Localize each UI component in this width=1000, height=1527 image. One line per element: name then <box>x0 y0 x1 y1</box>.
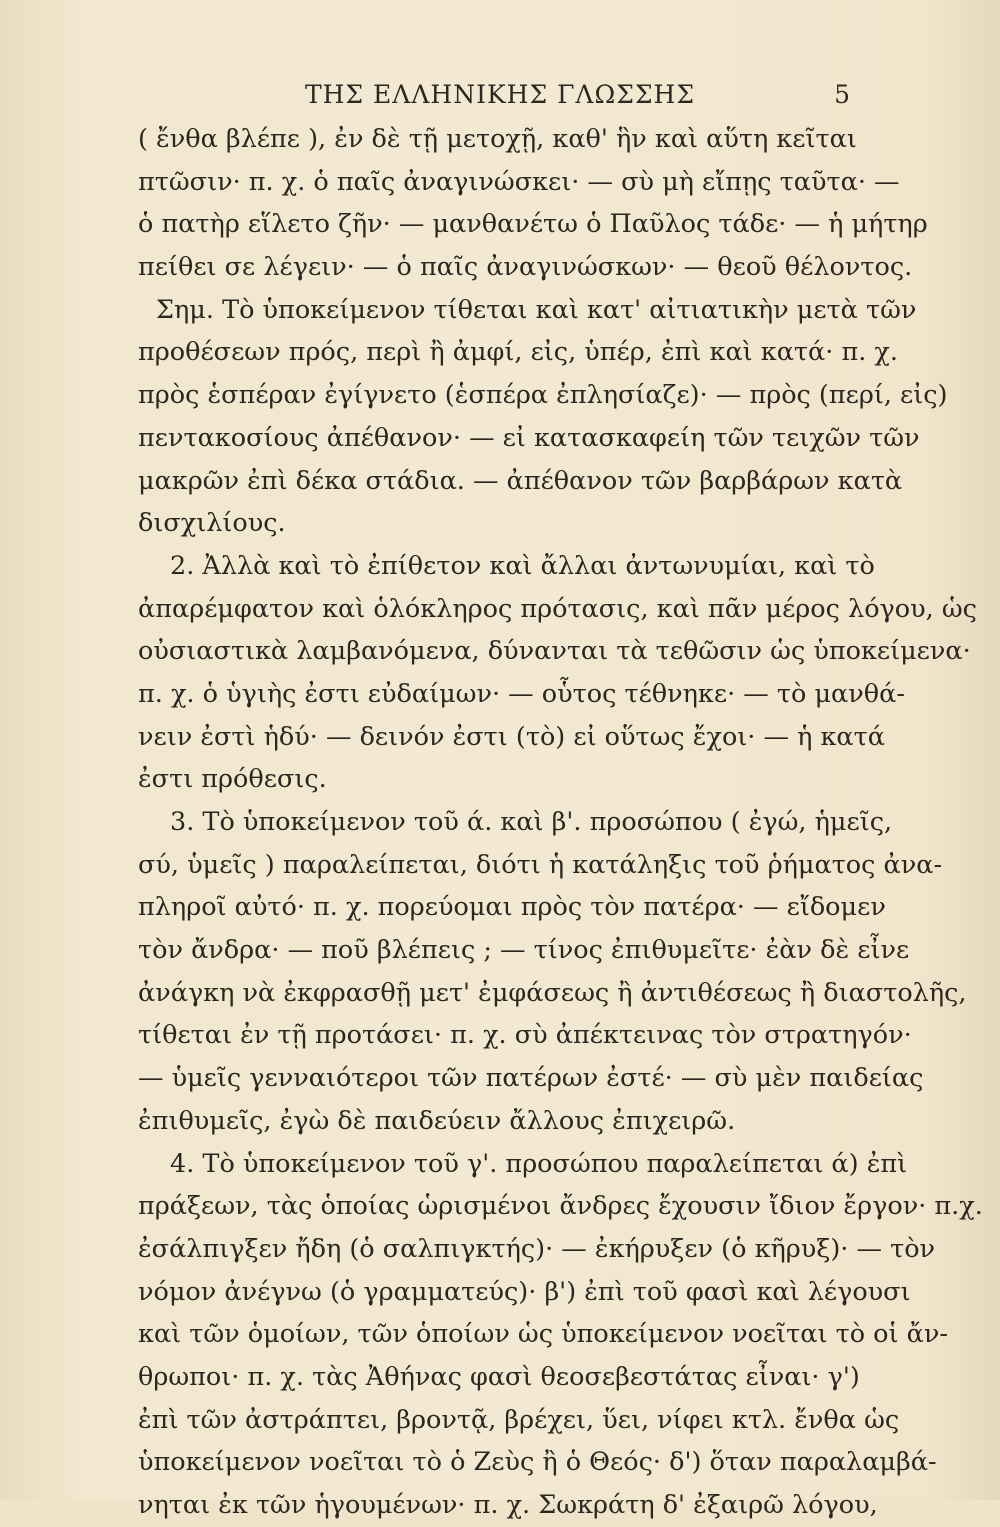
text-line: πληροῖ αὐτό· π. χ. πορεύομαι πρὸς τὸν πατέρα· — εἴδομεν <box>138 892 886 923</box>
text-line: ἐσάλπιγξεν ἤδη (ὁ σαλπιγκτής)· — ἐκήρυξεν (ὁ κῆρυξ)· — τὸν <box>138 1233 936 1264</box>
text-line: πείθει σε λέγειν· — ὁ παῖς ἀναγινώσκων· — θεοῦ θέλοντος. <box>138 252 913 283</box>
text-line: ( ἔνθα βλέπε ), ἐν δὲ τῇ μετοχῇ, καθ' ἣν καὶ αὕτη κεῖται <box>138 124 857 154</box>
text-line: νειν ἐστὶ ἡδύ· — δεινόν ἐστι (τὸ) εἰ οὕτως ἔχοι· — ἡ κατά <box>138 721 885 752</box>
note-heading-line: Σημ. Τὸ ὑποκείμενον τίθεται καὶ κατ' αἰτιατικὴν μετὰ τῶν <box>156 294 917 325</box>
text-line: θρωποι· π. χ. τὰς Ἀθήνας φασὶ θεοσεβεστάτας εἶναι· γ') <box>138 1361 860 1392</box>
text-line: ἐστι πρόθεσις. <box>138 764 327 795</box>
text-line: ἐπὶ τῶν ἀστράπτει, βροντᾷ, βρέχει, ὕει, νίφει κτλ. ἔνθα ὡς <box>138 1404 900 1435</box>
text-line: σύ, ὑμεῖς ) παραλείπεται, διότι ἡ κατάληξις τοῦ ῥήματος ἀνα- <box>138 849 943 880</box>
text-line: πρὸς ἑσπέραν ἐγίγνετο (ἑσπέρα ἐπλησίαζε)· — πρὸς (περί, εἰς) <box>138 380 948 411</box>
text-line: τίθεται ἐν τῇ προτάσει· π. χ. σὺ ἀπέκτεινας τὸν στρατηγόν· <box>138 1020 912 1051</box>
text-line: καὶ τῶν ὁμοίων, τῶν ὁποίων ὡς ὑποκείμενον νοεῖται τὸ οἱ ἄν- <box>138 1319 948 1350</box>
running-head <box>0 80 1000 114</box>
text-line: π. χ. ὁ ὑγιὴς ἐστι εὐδαίμων· — οὗτος τέθνηκε· — τὸ μανθά- <box>138 678 905 709</box>
text-line: ὁ πατὴρ εἵλετο ζῆν· — μανθανέτω ὁ Παῦλος τάδε· — ἡ μήτηρ <box>138 209 928 240</box>
section-3-start: 3. Τὸ ὑποκείμενον τοῦ ά. καὶ β'. προσώπου ( ἐγώ, ἡμεῖς, <box>170 807 893 837</box>
text-line: οὐσιαστικὰ λαμβανόμενα, δύνανται τὰ τεθῶσιν ὡς ὑποκείμενα· <box>138 636 971 667</box>
text-line: προθέσεων πρός, περὶ ἢ ἀμφί, εἰς, ὑπέρ, ἐπὶ καὶ κατά· π. χ. <box>138 337 898 368</box>
page-number: 5 <box>834 80 850 109</box>
text-line: τὸν ἄνδρα· — ποῦ βλέπεις ; — τίνος ἐπιθυμεῖτε· ἐὰν δὲ εἶνε <box>138 935 910 966</box>
text-line: — ὑμεῖς γενναιότεροι τῶν πατέρων ἐστέ· — σὺ μὲν παιδείας <box>138 1063 924 1094</box>
text-line: ἀπαρέμφατον καὶ ὁλόκληρος πρότασις, καὶ πᾶν μέρος λόγου, ὡς <box>138 593 977 624</box>
text-line: ἀνάγκη νὰ ἐκφρασθῇ μετ' ἐμφάσεως ἢ ἀντιθέσεως ἢ διαστολῆς, <box>138 977 967 1008</box>
text-line: νηται ἐκ τῶν ἡγουμένων· π. χ. Σωκράτη δ' ἐξαιρῶ λόγου, <box>138 1490 878 1520</box>
text-line: μακρῶν ἐπὶ δέκα στάδια. — ἀπέθανον τῶν βαρβάρων κατὰ <box>138 465 903 496</box>
running-title: ΤΗΣ ΕΛΛΗΝΙΚΗΣ ΓΛΩΣΣΗΣ <box>304 80 696 109</box>
section-4-start: 4. Τὸ ὑποκείμενον τοῦ γ'. προσώπου παραλείπεται ά) ἐπὶ <box>170 1148 908 1179</box>
text-line: νόμον ἀνέγνω (ὁ γραμματεύς)· β') ἐπὶ τοῦ φασὶ καὶ λέγουσι <box>138 1276 911 1307</box>
section-2-start: 2. Ἀλλὰ καὶ τὸ ἐπίθετον καὶ ἄλλαι ἀντωνυμίαι, καὶ τὸ <box>170 550 875 581</box>
text-line: ἐπιθυμεῖς, ἐγὼ δὲ παιδεύειν ἄλλους ἐπιχειρῶ. <box>138 1105 736 1136</box>
text-line: ὑποκείμενον νοεῖται τὸ ὁ Ζεὺς ἢ ὁ Θεός· δ') ὅταν παραλαμβά- <box>138 1447 937 1478</box>
text-line: πράξεων, τὰς ὁποίας ὡρισμένοι ἄνδρες ἔχουσιν ἴδιον ἔργον· π.χ. <box>138 1191 983 1222</box>
body-text <box>138 118 983 1527</box>
text-line: πεντακοσίους ἀπέθανον· — εἰ κατασκαφείη τῶν τειχῶν τῶν <box>138 422 920 453</box>
text-line: δισχιλίους. <box>138 508 286 539</box>
text-line: πτῶσιν· π. χ. ὁ παῖς ἀναγινώσκει· — σὺ μὴ εἴπῃς ταῦτα· — <box>138 166 900 197</box>
